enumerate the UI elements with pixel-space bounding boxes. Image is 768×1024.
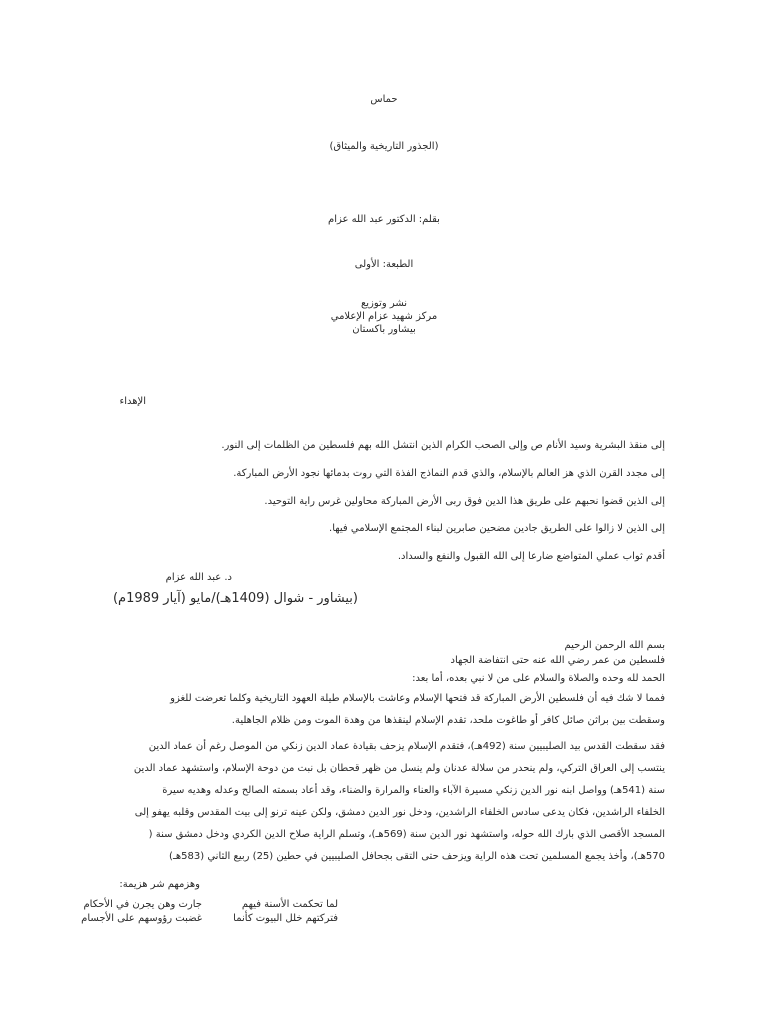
paragraph-1 xyxy=(103,688,665,732)
dedication-line: أقدم ثواب عملي المتواضع ضارعا إلى الله القبول والنفع والسداد. xyxy=(397,551,665,562)
publisher-line-3: بيشاور باكستان xyxy=(352,324,416,335)
verse-1-first-hemistich: لما تحكمت الأسنة فيهم xyxy=(241,899,338,910)
paragraph-line: سنة (541هـ) وواصل ابنه نور الدين زنكي مسيرة الآباء والعناء والمرارة والضناء، وقد أعاد بسمته الصالح وعدله وهديه سيرة xyxy=(162,785,665,796)
paragraph-line: المسجد الأقصى الذي بارك الله حوله، واستشهد نور الدين سنة (569هـ)، وتسلم الراية صلاح الدين الكردي ودخل دمشق سنة ( xyxy=(148,829,665,840)
publisher-line-2: مركز شهيد عزام الإعلامي xyxy=(330,311,438,322)
dedication-signature: د. عبد الله عزام xyxy=(165,572,232,583)
paragraph-line: فمما لا شك فيه أن فلسطين الأرض المباركة قد فتحها الإسلام وعاشت بالإسلام طيلة العهود التاريخية وكلما تعرضت للغزو xyxy=(170,693,665,704)
paragraph-line: ينتسب إلى العراق التركي، ولم ينحدر من سلالة عدنان ولم ينسل من ظهر قحطان بل نبت من دوحة الإسلام، واستشهد عماد الدين xyxy=(133,763,665,774)
dedication-line: إلى الذين قضوا نحبهم على طريق هذا الدين فوق ربى الأرض المباركة محاولين غرس راية التوحيد. xyxy=(264,496,665,507)
verse-2-second-hemistich: غضبت رؤوسهم على الأجسام xyxy=(81,913,202,924)
dedication-date: (بيشاور - شوال (1409هـ)/مايو (آيار 1989م) xyxy=(112,591,358,606)
paragraph-line: وسقطت بين براثن صائل كافر أو طاغوت ملحد، تقدم الإسلام لينقذها من وهدة الموت ومن ظلام الجاهلية. xyxy=(231,715,665,726)
verse-intro: وهزمهم شر هزيمة: xyxy=(119,879,200,890)
dedication-heading: الإهداء xyxy=(119,396,146,407)
dedication-line: إلى الذين لا زالوا على الطريق جادين مضحين صابرين لبناء المجتمع الإسلامي فيها. xyxy=(329,523,665,534)
verse-2-first-hemistich: فتركتهم خلل البيوت كأنما xyxy=(233,913,338,924)
document-subtitle: (الجذور التاريخية والميثاق) xyxy=(329,141,439,152)
section-title: فلسطين من عمر رضي الله عنه حتى انتفاضة الجهاد xyxy=(450,655,665,666)
verse-1-second-hemistich: جارت وهن يجرن في الأحكام xyxy=(83,899,202,910)
author-line: بقلم: الدكتور عبد الله عزام xyxy=(328,214,440,225)
paragraph-line: الخلفاء الراشدين، فكان يدعى سادس الخلفاء الراشدين، ودخل نور الدين دمشق، ولكن عينه ترنو إلى بيت المقدس وقلبه يهفو إلى xyxy=(134,807,665,818)
publisher-line-1: نشر وتوزيع xyxy=(360,298,408,309)
document-title: حماس xyxy=(370,94,398,105)
paragraph-line: 570هـ)، وأخذ يجمع المسلمين تحت هذه الراية ويزحف حتى التقى بجحافل الصليبيين في حطين (25) ربيع الثاني (583هـ) xyxy=(169,851,665,862)
paragraph-line: فقد سقطت القدس بيد الصليبيين سنة (492هـ)، فتقدم الإسلام يزحف بقيادة عماد الدين زنكي من الموصل رغم أن عماد الدين xyxy=(148,741,665,752)
praise-line: الحمد لله وحده والصلاة والسلام على من لا نبي بعده، أما بعد: xyxy=(412,673,665,684)
dedication-line: إلى مجدد القرن الذي هز العالم بالإسلام، والذي قدم النماذج الفذة التي روت بدمائها نجود الأرض المباركة. xyxy=(233,468,665,479)
edition-line: الطبعة: الأولى xyxy=(354,259,414,270)
paragraph-2 xyxy=(103,736,665,868)
basmala: بسم الله الرحمن الرحيم xyxy=(564,640,665,651)
dedication-line: إلى منقذ البشرية وسيد الأنام ص وإلى الصحب الكرام الذين انتشل الله بهم فلسطين من الظلمات إلى النور. xyxy=(221,440,665,451)
